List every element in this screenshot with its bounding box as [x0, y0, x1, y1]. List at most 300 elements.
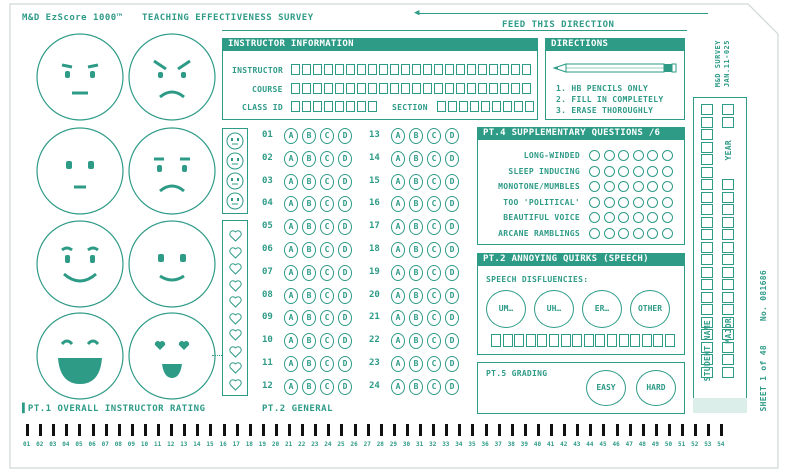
- course-cell[interactable]: [412, 83, 421, 94]
- answer-bubble-a[interactable]: A: [391, 310, 405, 326]
- answer-bubble-c[interactable]: C: [320, 196, 334, 212]
- instructor-cell[interactable]: [456, 64, 465, 75]
- supplementary-bubble[interactable]: [618, 181, 629, 192]
- quirk-bubble[interactable]: ER…: [582, 290, 622, 328]
- timing-mark-number: 13: [180, 441, 188, 448]
- answer-bubble-d[interactable]: D: [445, 151, 459, 167]
- supplementary-bubble[interactable]: [633, 212, 644, 223]
- answer-bubble-b[interactable]: B: [302, 242, 316, 258]
- answer-bubble-c[interactable]: C: [320, 174, 334, 190]
- section-cell[interactable]: [514, 101, 523, 112]
- instructor-cell[interactable]: [357, 64, 366, 75]
- answer-bubble-b[interactable]: B: [409, 151, 423, 167]
- section-cell[interactable]: [437, 101, 446, 112]
- answer-bubble-a[interactable]: A: [284, 333, 298, 349]
- student-cell[interactable]: [722, 279, 734, 290]
- answer-bubble-a[interactable]: A: [284, 242, 298, 258]
- class-id-cell[interactable]: [357, 101, 366, 112]
- answer-bubble-a[interactable]: A: [284, 356, 298, 372]
- grading-easy-bubble[interactable]: EASY: [586, 370, 626, 406]
- answer-bubble-d[interactable]: D: [445, 219, 459, 235]
- answer-bubble-d[interactable]: D: [338, 196, 352, 212]
- answer-bubble-a[interactable]: A: [391, 356, 405, 372]
- answer-bubble-c[interactable]: C: [320, 356, 334, 372]
- instructor-cell[interactable]: [412, 64, 421, 75]
- question-number: 04: [262, 198, 273, 209]
- face-bored-icon[interactable]: [36, 127, 124, 215]
- face-laughing-icon[interactable]: [36, 312, 124, 400]
- answer-bubble-b[interactable]: B: [409, 128, 423, 144]
- answer-bubble-b[interactable]: B: [409, 242, 423, 258]
- answer-bubble-c[interactable]: C: [427, 333, 441, 349]
- answer-bubble-b[interactable]: B: [409, 288, 423, 304]
- instructor-cell[interactable]: [346, 64, 355, 75]
- student-cell[interactable]: [722, 304, 734, 315]
- answer-bubble-d[interactable]: D: [445, 128, 459, 144]
- student-cell[interactable]: [701, 217, 713, 228]
- answer-bubble-b[interactable]: B: [302, 196, 316, 212]
- answer-bubble-a[interactable]: A: [284, 219, 298, 235]
- question-number: 21: [369, 312, 380, 323]
- timing-mark: [498, 424, 501, 436]
- course-cell[interactable]: [346, 83, 355, 94]
- answer-bubble-b[interactable]: B: [302, 128, 316, 144]
- answer-bubble-d[interactable]: D: [338, 128, 352, 144]
- face-frowning-icon[interactable]: [128, 127, 216, 215]
- answer-bubble-b[interactable]: B: [302, 151, 316, 167]
- instructor-cell[interactable]: [423, 64, 432, 75]
- answer-bubble-c[interactable]: C: [427, 219, 441, 235]
- answer-bubble-c[interactable]: C: [320, 288, 334, 304]
- supplementary-bubble[interactable]: [589, 197, 600, 208]
- question-number: 05: [262, 221, 273, 232]
- student-cell[interactable]: [701, 242, 713, 253]
- quirk-cell[interactable]: [514, 334, 524, 347]
- student-cell[interactable]: [722, 179, 734, 190]
- answer-bubble-d[interactable]: D: [445, 288, 459, 304]
- answer-bubble-a[interactable]: A: [391, 196, 405, 212]
- answer-bubble-b[interactable]: B: [409, 265, 423, 281]
- answer-bubble-a[interactable]: A: [284, 196, 298, 212]
- supplementary-bubble[interactable]: [589, 166, 600, 177]
- supplementary-bubble[interactable]: [647, 150, 658, 161]
- heart-icon[interactable]: [229, 376, 242, 395]
- question-number: 07: [262, 266, 273, 277]
- student-cell[interactable]: [722, 367, 734, 378]
- supplementary-bubble[interactable]: [662, 181, 673, 192]
- timing-mark-number: 07: [101, 441, 109, 448]
- course-cell[interactable]: [357, 83, 366, 94]
- answer-bubble-d[interactable]: D: [338, 356, 352, 372]
- supplementary-bubble[interactable]: [633, 166, 644, 177]
- instructor-cell[interactable]: [489, 64, 498, 75]
- answer-bubble-a[interactable]: A: [284, 265, 298, 281]
- course-cell[interactable]: [302, 83, 311, 94]
- timing-mark: [354, 424, 357, 436]
- instructor-cell[interactable]: [445, 64, 454, 75]
- question-number: 23: [369, 358, 380, 368]
- supplementary-bubble[interactable]: [633, 150, 644, 161]
- section-cell[interactable]: [470, 101, 479, 112]
- answer-bubble-d[interactable]: D: [338, 219, 352, 235]
- supplementary-bubble[interactable]: [633, 228, 644, 239]
- answer-bubble-c[interactable]: C: [427, 242, 441, 258]
- timing-mark: [65, 424, 68, 436]
- student-cell[interactable]: [701, 204, 713, 215]
- answer-bubble-a[interactable]: A: [391, 219, 405, 235]
- supplementary-bubble[interactable]: [604, 197, 615, 208]
- student-cell[interactable]: [701, 179, 713, 190]
- course-cell[interactable]: [368, 83, 377, 94]
- class-id-cell[interactable]: [313, 101, 322, 112]
- instructor-cell[interactable]: [434, 64, 443, 75]
- answer-bubble-b[interactable]: B: [409, 219, 423, 235]
- timing-mark: [458, 424, 461, 436]
- student-cell[interactable]: [722, 217, 734, 228]
- answer-bubble-c[interactable]: C: [427, 196, 441, 212]
- answer-bubble-a[interactable]: A: [284, 151, 298, 167]
- class-id-cell[interactable]: [302, 101, 311, 112]
- timing-mark: [39, 424, 42, 436]
- quirk-bubble[interactable]: OTHER: [630, 290, 670, 328]
- course-cell[interactable]: [456, 83, 465, 94]
- supplementary-bubble[interactable]: [604, 212, 615, 223]
- answer-bubble-d[interactable]: D: [338, 265, 352, 281]
- face-calm-icon[interactable]: [128, 220, 216, 308]
- timing-mark: [511, 424, 514, 436]
- quirk-cell[interactable]: [619, 334, 629, 347]
- timing-mark: [629, 424, 632, 436]
- timing-mark: [524, 424, 527, 436]
- timing-mark-number: 47: [625, 441, 633, 448]
- feed-arrow-icon: ◀: [414, 8, 420, 18]
- answer-bubble-b[interactable]: B: [302, 174, 316, 190]
- mini-face-icon[interactable]: [226, 172, 244, 194]
- course-cell[interactable]: [313, 83, 322, 94]
- timing-mark: [288, 424, 291, 436]
- answer-bubble-a[interactable]: A: [391, 288, 405, 304]
- timing-mark: [118, 424, 121, 436]
- answer-bubble-b[interactable]: B: [409, 174, 423, 190]
- answer-bubble-d[interactable]: D: [445, 174, 459, 190]
- supplementary-bubble[interactable]: [589, 150, 600, 161]
- supplementary-bubble[interactable]: [604, 228, 615, 239]
- answer-bubble-d[interactable]: D: [338, 310, 352, 326]
- timing-mark-number: 18: [245, 441, 253, 448]
- supplementary-bubble[interactable]: [618, 212, 629, 223]
- course-cell[interactable]: [291, 83, 300, 94]
- answer-bubble-b[interactable]: B: [302, 288, 316, 304]
- course-cell[interactable]: [445, 83, 454, 94]
- supplementary-bubble[interactable]: [589, 228, 600, 239]
- answer-bubble-c[interactable]: C: [320, 219, 334, 235]
- supplementary-bubble[interactable]: [647, 181, 658, 192]
- answer-bubble-c[interactable]: C: [427, 356, 441, 372]
- quirk-cell[interactable]: [526, 334, 536, 347]
- answer-bubble-d[interactable]: D: [338, 379, 352, 395]
- instructor-cell[interactable]: [522, 64, 531, 75]
- student-cell[interactable]: [701, 229, 713, 240]
- supplementary-bubble[interactable]: [662, 166, 673, 177]
- timing-mark-number: 45: [599, 441, 607, 448]
- instructor-cell[interactable]: [500, 64, 509, 75]
- answer-bubble-b[interactable]: B: [302, 379, 316, 395]
- supplementary-bubble[interactable]: [604, 181, 615, 192]
- answer-bubble-c[interactable]: C: [320, 265, 334, 281]
- timing-mark-number: 21: [285, 441, 293, 448]
- answer-bubble-a[interactable]: A: [391, 174, 405, 190]
- answer-bubble-a[interactable]: A: [391, 151, 405, 167]
- student-cell[interactable]: [701, 254, 713, 265]
- course-cell[interactable]: [335, 83, 344, 94]
- student-cell[interactable]: [722, 354, 734, 365]
- answer-bubble-c[interactable]: C: [427, 265, 441, 281]
- supplementary-bubble[interactable]: [633, 181, 644, 192]
- course-cell[interactable]: [434, 83, 443, 94]
- section-cell[interactable]: [503, 101, 512, 112]
- question-number: 06: [262, 244, 273, 254]
- answer-bubble-c[interactable]: C: [320, 151, 334, 167]
- instructor-cell[interactable]: [379, 64, 388, 75]
- course-cell[interactable]: [324, 83, 333, 94]
- quirk-cell[interactable]: [642, 334, 652, 347]
- answer-bubble-d[interactable]: D: [445, 265, 459, 281]
- answer-bubble-d[interactable]: D: [445, 356, 459, 372]
- mini-face-icon[interactable]: [226, 192, 244, 214]
- student-cell[interactable]: [701, 104, 713, 115]
- instructor-cell[interactable]: [390, 64, 399, 75]
- timing-mark-number: 19: [258, 441, 267, 448]
- section-cell[interactable]: [448, 101, 457, 112]
- class-id-cell[interactable]: [335, 101, 344, 112]
- supplementary-bubble[interactable]: [662, 150, 673, 161]
- quirk-cell[interactable]: [665, 334, 675, 347]
- supplementary-bubble[interactable]: [633, 197, 644, 208]
- answer-bubble-b[interactable]: B: [409, 310, 423, 326]
- answer-bubble-d[interactable]: D: [338, 242, 352, 258]
- answer-bubble-d[interactable]: D: [338, 333, 352, 349]
- mini-face-icon[interactable]: [226, 132, 244, 154]
- timing-mark-number: 16: [219, 441, 227, 448]
- face-heart-eyes-icon[interactable]: [128, 312, 216, 400]
- question-number: 24: [369, 380, 380, 391]
- supplementary-bubble[interactable]: [662, 197, 673, 208]
- student-cell[interactable]: [701, 167, 713, 178]
- answer-bubble-b[interactable]: B: [409, 379, 423, 395]
- answer-bubble-a[interactable]: A: [284, 288, 298, 304]
- answer-bubble-c[interactable]: C: [427, 151, 441, 167]
- answer-bubble-c[interactable]: C: [427, 310, 441, 326]
- quirk-cell[interactable]: [537, 334, 547, 347]
- student-cell[interactable]: [722, 192, 734, 203]
- answer-bubble-b[interactable]: B: [302, 310, 316, 326]
- student-cell[interactable]: [722, 254, 734, 265]
- timing-mark-number: 53: [704, 441, 712, 448]
- instructor-cell[interactable]: [291, 64, 300, 75]
- class-id-cell[interactable]: [346, 101, 355, 112]
- answer-bubble-d[interactable]: D: [445, 333, 459, 349]
- student-cell[interactable]: [722, 117, 734, 128]
- answer-bubble-b[interactable]: B: [409, 196, 423, 212]
- supplementary-bubble[interactable]: [618, 197, 629, 208]
- instructor-cell[interactable]: [511, 64, 520, 75]
- supplementary-bubble[interactable]: [618, 228, 629, 239]
- student-cell[interactable]: [701, 292, 713, 303]
- supplementary-bubble[interactable]: [604, 166, 615, 177]
- question-number: 10: [262, 335, 273, 346]
- face-smiling-icon[interactable]: [36, 220, 124, 308]
- student-cell[interactable]: [701, 267, 713, 278]
- answer-bubble-a[interactable]: A: [391, 128, 405, 144]
- student-cell[interactable]: [701, 154, 713, 165]
- timing-mark: [694, 424, 697, 436]
- student-cell[interactable]: [701, 192, 713, 203]
- quirk-cell[interactable]: [549, 334, 559, 347]
- instructor-cell[interactable]: [313, 64, 322, 75]
- answer-bubble-c[interactable]: C: [427, 379, 441, 395]
- course-cell[interactable]: [401, 83, 410, 94]
- answer-bubble-c[interactable]: C: [320, 379, 334, 395]
- supplementary-bubble[interactable]: [647, 228, 658, 239]
- supplementary-bubble[interactable]: [662, 212, 673, 223]
- class-id-cell[interactable]: [368, 101, 377, 112]
- supplementary-bubble[interactable]: [589, 212, 600, 223]
- course-cell[interactable]: [390, 83, 399, 94]
- quirk-cell[interactable]: [561, 334, 571, 347]
- quirk-cell[interactable]: [572, 334, 582, 347]
- timing-mark: [707, 424, 710, 436]
- instructor-cell[interactable]: [335, 64, 344, 75]
- student-cell[interactable]: [701, 117, 713, 128]
- answer-bubble-d[interactable]: D: [338, 174, 352, 190]
- instructor-cell[interactable]: [324, 64, 333, 75]
- answer-bubble-d[interactable]: D: [338, 288, 352, 304]
- course-cell[interactable]: [467, 83, 476, 94]
- student-cell[interactable]: [701, 129, 713, 140]
- section-cell[interactable]: [481, 101, 490, 112]
- timing-mark: [275, 424, 278, 436]
- supplementary-bubble[interactable]: [647, 197, 658, 208]
- answer-bubble-b[interactable]: B: [302, 265, 316, 281]
- answer-bubble-b[interactable]: B: [302, 333, 316, 349]
- answer-bubble-d[interactable]: D: [445, 379, 459, 395]
- section-cell[interactable]: [459, 101, 468, 112]
- student-cell[interactable]: [722, 267, 734, 278]
- timing-mark-number: 33: [442, 441, 450, 448]
- answer-bubble-a[interactable]: A: [391, 242, 405, 258]
- grading-hard-bubble[interactable]: HARD: [636, 370, 676, 406]
- answer-bubble-c[interactable]: C: [320, 310, 334, 326]
- answer-bubble-b[interactable]: B: [409, 356, 423, 372]
- face-annoyed-icon[interactable]: [36, 33, 124, 121]
- timing-mark: [393, 424, 396, 436]
- timing-mark-number: 04: [62, 441, 70, 448]
- supplementary-bubble[interactable]: [647, 166, 658, 177]
- course-cell[interactable]: [489, 83, 498, 94]
- student-name-label: STUDENT NAME: [703, 320, 712, 382]
- supplementary-bubble[interactable]: [618, 166, 629, 177]
- answer-bubble-a[interactable]: A: [391, 265, 405, 281]
- supplementary-bubble[interactable]: [618, 150, 629, 161]
- quirk-bubble[interactable]: UH…: [534, 290, 574, 328]
- instructor-cell[interactable]: [467, 64, 476, 75]
- answer-bubble-a[interactable]: A: [391, 379, 405, 395]
- quirk-cell[interactable]: [491, 334, 501, 347]
- answer-bubble-a[interactable]: A: [391, 333, 405, 349]
- course-cell[interactable]: [478, 83, 487, 94]
- instructor-cell[interactable]: [302, 64, 311, 75]
- pt2-general-label: PT.2 GENERAL: [262, 404, 334, 414]
- answer-bubble-a[interactable]: A: [284, 379, 298, 395]
- student-cell[interactable]: [722, 242, 734, 253]
- timing-mark: [314, 424, 317, 436]
- instructor-label: INSTRUCTOR: [232, 66, 284, 75]
- instructor-cell[interactable]: [401, 64, 410, 75]
- answer-bubble-b[interactable]: B: [302, 356, 316, 372]
- student-cell[interactable]: [701, 142, 713, 153]
- student-cell[interactable]: [722, 229, 734, 240]
- quirk-cell[interactable]: [595, 334, 605, 347]
- class-id-cell[interactable]: [291, 101, 300, 112]
- mini-face-icon[interactable]: [226, 152, 244, 174]
- instructor-cell[interactable]: [478, 64, 487, 75]
- quirk-cell[interactable]: [607, 334, 617, 347]
- student-cell[interactable]: [701, 279, 713, 290]
- answer-bubble-c[interactable]: C: [320, 242, 334, 258]
- course-cell[interactable]: [500, 83, 509, 94]
- answer-bubble-b[interactable]: B: [302, 219, 316, 235]
- answer-bubble-d[interactable]: D: [445, 196, 459, 212]
- supplementary-bubble[interactable]: [647, 212, 658, 223]
- quirk-bubble[interactable]: UM…: [486, 290, 526, 328]
- answer-bubble-c[interactable]: C: [320, 128, 334, 144]
- answer-bubble-c[interactable]: C: [427, 174, 441, 190]
- answer-bubble-a[interactable]: A: [284, 174, 298, 190]
- timing-mark: [144, 424, 147, 436]
- student-cell[interactable]: [722, 204, 734, 215]
- student-cell[interactable]: [701, 304, 713, 315]
- course-cell[interactable]: [522, 83, 531, 94]
- answer-bubble-c[interactable]: C: [320, 333, 334, 349]
- answer-bubble-c[interactable]: C: [427, 288, 441, 304]
- student-cell[interactable]: [722, 292, 734, 303]
- student-cell[interactable]: [722, 104, 734, 115]
- class-id-cell[interactable]: [324, 101, 333, 112]
- course-cell[interactable]: [423, 83, 432, 94]
- instructor-cell[interactable]: [368, 64, 377, 75]
- quirk-cell[interactable]: [653, 334, 663, 347]
- answer-bubble-d[interactable]: D: [338, 151, 352, 167]
- answer-bubble-d[interactable]: D: [445, 242, 459, 258]
- quirk-cell[interactable]: [584, 334, 594, 347]
- answer-bubble-a[interactable]: A: [284, 128, 298, 144]
- supplementary-bubble[interactable]: [589, 181, 600, 192]
- answer-bubble-d[interactable]: D: [445, 310, 459, 326]
- section-cell[interactable]: [525, 101, 534, 112]
- quirk-cell[interactable]: [503, 334, 513, 347]
- quirk-cell[interactable]: [630, 334, 640, 347]
- supplementary-bubble[interactable]: [604, 150, 615, 161]
- course-cell[interactable]: [511, 83, 520, 94]
- section-cell[interactable]: [492, 101, 501, 112]
- answer-bubble-b[interactable]: B: [409, 333, 423, 349]
- student-panel-footer: [693, 398, 747, 413]
- face-angry-icon[interactable]: [128, 33, 216, 121]
- answer-bubble-a[interactable]: A: [284, 310, 298, 326]
- supplementary-bubble[interactable]: [662, 228, 673, 239]
- course-cell[interactable]: [379, 83, 388, 94]
- answer-bubble-c[interactable]: C: [427, 128, 441, 144]
